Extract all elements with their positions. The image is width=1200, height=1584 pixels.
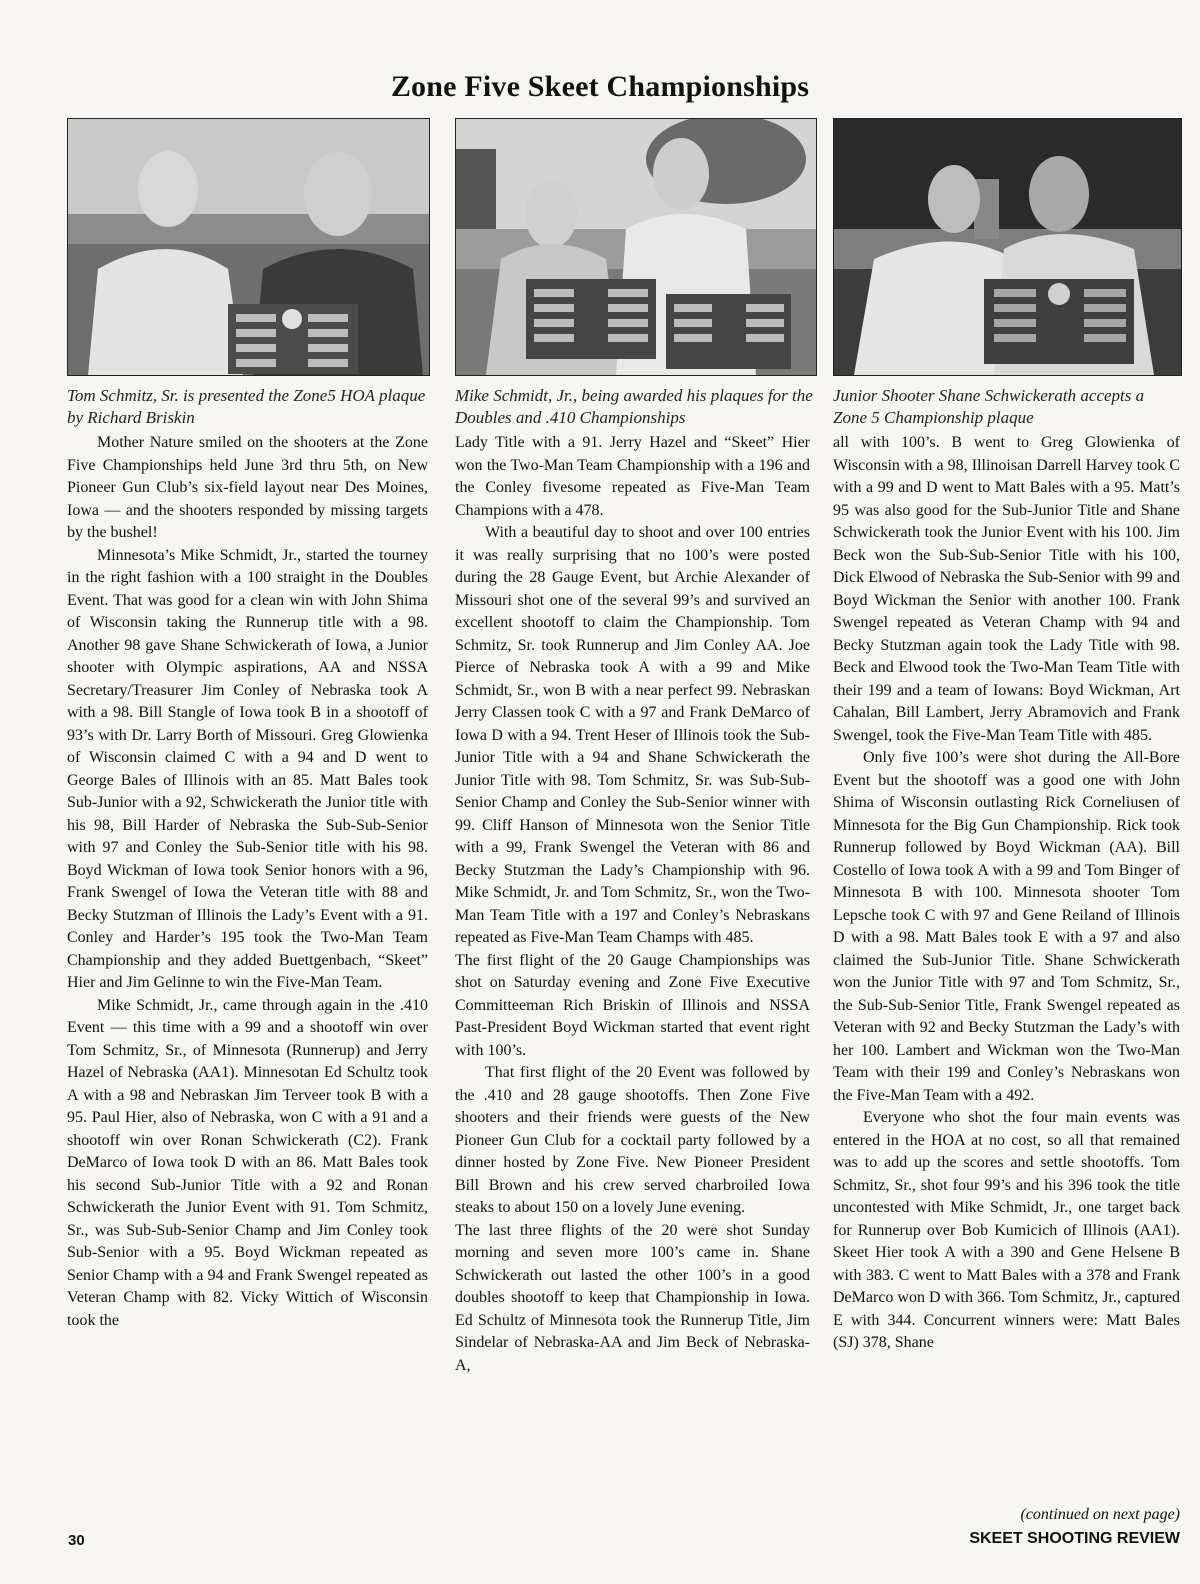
photo-1 [67,118,430,376]
page-number: 30 [68,1532,85,1549]
paragraph: Minnesota’s Mike Schmidt, Jr., started the tourney in the right fashion with a 100 straight in the Doubles Event. That was good for a clean win with John Shima of Wisconsin taking the Runnerup title with a 98. Another 98 gave Shane Schwickerath of Iowa, a Junior shooter with Olympic aspirations, AA and NSSA Secretary/Treasurer Jim Conley of Nebraska took A with a 98. Bill Stangle of Iowa took B in a shootoff of 93’s with Dr. Larry Borth of Missouri. Greg Glowienka of Wisconsin claimed C with a 94 and D went to George Bales of Illinois with an 85. Matt Bales took Sub-Junior with a 92, Schwickerath the Junior title with his 98, Bill Harder of Nebraska the Sub-Sub-Senior with 97 and Conley the Sub-Senior title with his 98. Boyd Wickman of Iowa took Senior honors with a 96, Frank Swengel of Iowa the Veteran title with 88 and Becky Stutzman of Illinois the Lady’s Event with a 91. Conley and Harder’s 195 took the Two-Man Team Championship and they added Buettgenbach, “Skeet” Hier and Jim Gelinne to win the Five-Man Team. [67,546,428,991]
photo-two-men-with-plaque-icon [68,119,429,375]
paragraph: all with 100’s. B went to Greg Glowienka of Wisconsin with a 98, Illinoisan Darrell Harvey took C with a 99 and D went to Matt Bales with a 95. Matt’s 95 was also good for the Sub-Junior Title and Shane Schwickerath took the Junior Event with his 100. Jim Beck won the Sub-Sub-Senior Title with his 100, Dick Elwood of Nebraska the Sub-Senior with 99 and Boyd Wickman the Senior with another 100. Frank Swengel repeated as Veteran Champ with 94 and Becky Stutzman again took the Lady Title with 98. Beck and Elwood took the Two-Man Team Title with their 199 and a team of Iowans: Boyd Wickman, Art Cahalan, Bill Lambert, Jerry Abramovich and Frank Swengel, took the Five-Man Team Title with 485. [833,434,1180,744]
photo-3-caption: Junior Shooter Shane Schwickerath accepts a Zone 5 Championship plaque [833,386,1145,427]
publication-name: SKEET SHOOTING REVIEW [969,1530,1180,1547]
paragraph: With a beautiful day to shoot and over 100 entries it was really surprising that no 100’s were posted during the 28 Gauge Event, but Archie Alexander of Missouri shot one of the several 99’s and survived an excellent shootoff to claim the Championship. Tom Schmitz, Sr. took Runnerup and Jim Conley AA. Joe Pierce of Nebraska took A with a 99 and Mike Schmidt, Sr., won B with a near perfect 99. Nebraskan Jerry Classen took C with a 97 and Frank DeMarco of Iowa D with a 94. Trent Heser of Illinois took the Sub-Junior Title with a 94 and Shane Schwickerath the Junior Title with 98. Tom Schmitz, Sr. was Sub-Sub-Senior Champ and Conley the Sub-Senior winner with 99. Cliff Hanson of Minnesota won the Senior Title with a 99, Frank Swengel the Veteran with 86 and Becky Stutzman the Lady’s Championship with 96. Mike Schmidt, Jr. and Tom Schmitz, Sr., won the Two-Man Team Title with a 197 and Conley’s Nebraskans repeated as Five-Man Team Champs with 485. [455,524,810,946]
paragraph: The first flight of the 20 Gauge Championships was shot on Saturday evening and Zone Five Executive Committeeman Rich Briskin of Illinois and NSSA Past-President Boyd Wickman started that event right with 100’s. [455,951,810,1059]
paragraph: Mike Schmidt, Jr., came through again in the .410 Event — this time with a 99 and a shootoff win over Tom Schmitz, Sr., of Minnesota (Runnerup) and Jerry Hazel of Nebraska (AA1). Minnesotan Ed Schultz took A with a 98 and Nebraskan Jim Terveer took B with a 95. Paul Hier, also of Nebraska, won C with a 91 and a shootoff win over Ronan Schwickerath (C2). Frank DeMarco of Iowa took D with an 86. Matt Bales took his second Sub-Junior Title with a 92 and Ronan Schwickerath the Junior Event with 91. Tom Schmitz, Sr., was Sub-Sub-Senior Champ and Jim Conley took Sub-Senior with a 95. Boyd Wickman repeated as Senior Champ with a 94 and Frank Swengel repeated as Veteran Champ with 82. Vicky Wittich of Wisconsin took the [67,996,428,1329]
article-column-3 [833,432,1180,1355]
article-column-1 [67,432,428,1332]
paragraph: Lady Title with a 91. Jerry Hazel and “Skeet” Hier won the Two-Man Team Championship with a 196 and the Conley fivesome repeated as Five-Man Team Champions with a 478. [455,434,810,519]
continued-note: (continued on next page) [1020,1506,1180,1523]
photo-2 [455,118,817,376]
paragraph: Everyone who shot the four main events was entered in the HOA at no cost, so all that remained was to add up the scores and settle shootoffs. Tom Schmitz, Sr., shot four 99’s and his 396 took the title uncontested with Mike Schmidt, Jr., one target back for Runnerup over Bob Kumicich of Illinois (AA1). Skeet Hier took A with a 390 and Gene Helsene B with 383. C went to Matt Bales with a 378 and Frank DeMarco won D with 366. Tom Schmitz, Jr., captured E with 344. Concurrent winners were: Matt Bales (SJ) 378, Shane [833,1109,1180,1351]
paragraph: That first flight of the 20 Event was followed by the .410 and 28 gauge shootoffs. Then Zone Five shooters and their friends were guests of the New Pioneer Gun Club for a cocktail party followed by a dinner hosted by Zone Five. New Pioneer President Bill Brown and his crew served charbroiled Iowa steaks to about 150 on a lovely June evening. [455,1064,810,1216]
article-title: Zone Five Skeet Championships [390,70,810,103]
photo-junior-shooter-with-plaque-icon [834,119,1181,375]
paragraph: Only five 100’s were shot during the All-Bore Event but the shootoff was a good one with John Shima of Wisconsin outlasting Rick Corneliusen of Minnesota for the Big Gun Championship. Rick took Runnerup followed by Boyd Wickman (AA). Bill Costello of Iowa took A with a 99 and Tom Binger of Minnesota B with 100. Minnesota shooter Tom Lepsche took C with 97 and Gene Reiland of Illinois D with a 98. Matt Bales took E with a 97 and also claimed the Sub-Junior Title. Shane Schwickerath won the Junior Title with 97 and Tom Schmitz, Sr., the Sub-Sub-Senior Title, Frank Swengel repeated as Veteran with 92 and Becky Stutzman the Lady’s with her 100. Lambert and Wickman won the Two-Man Team with their 199 and Conley’s Nebraskans won the Five-Man Team with a 492. [833,749,1180,1104]
photo-3 [833,118,1182,376]
photo-two-men-with-two-plaques-icon [456,119,816,375]
paragraph: Mother Nature smiled on the shooters at the Zone Five Championships held June 3rd thru 5th, on New Pioneer Gun Club’s six-field layout near Des Moines, Iowa — and the shooters responded by missing targets by the bushel! [67,434,428,541]
paragraph: The last three flights of the 20 were shot Sunday morning and seven more 100’s came in. Shane Schwickerath out lasted the other 100’s in a good doubles shootoff to keep that Championship in Iowa. Ed Schultz of Minnesota took the Runnerup Title, Jim Sindelar of Nebraska-AA and Jim Beck of Nebraska-A, [455,1221,810,1374]
photo-1-caption: Tom Schmitz, Sr. is presented the Zone5 HOA plaque by Richard Briskin [67,386,426,427]
article-column-2 [455,432,810,1377]
photo-2-caption: Mike Schmidt, Jr., being awarded his plaques for the Doubles and .410 Championships [455,386,813,427]
